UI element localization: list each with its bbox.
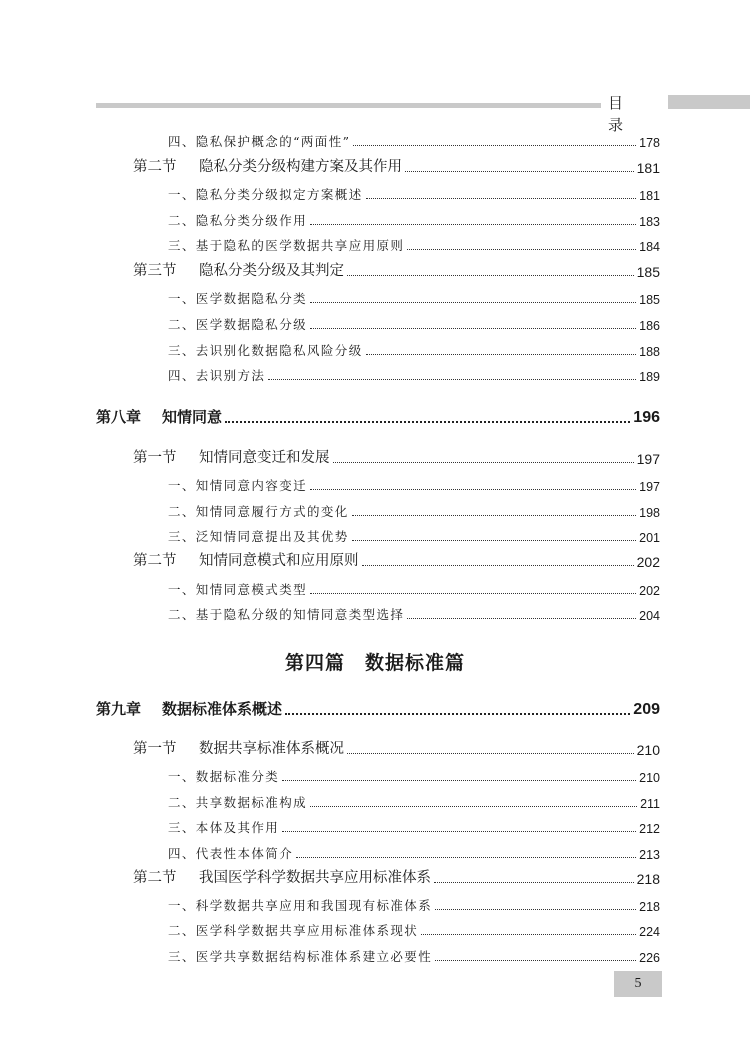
toc-entry-page: 185	[639, 293, 660, 307]
toc-entry[interactable]	[0, 812, 750, 836]
dot-leader	[310, 488, 636, 490]
header-rule	[96, 103, 601, 108]
toc-entry-page: 185	[636, 264, 660, 280]
toc-entry-title: 二、基于隐私分级的知情同意类型选择	[168, 607, 405, 622]
toc-entry-page: 202	[636, 554, 660, 570]
toc-entry[interactable]	[0, 787, 750, 811]
section-title: 我国医学科学数据共享应用标准体系	[199, 870, 431, 886]
toc-section[interactable]	[0, 734, 750, 758]
toc-section[interactable]	[0, 152, 750, 176]
dot-leader	[435, 959, 636, 961]
toc-entry-page: 196	[633, 409, 660, 426]
toc-section[interactable]	[0, 256, 750, 280]
toc-entry-title: 一、数据标准分类	[168, 769, 280, 784]
dot-leader	[407, 617, 636, 619]
section-title: 隐私分类分级构建方案及其作用	[199, 159, 402, 175]
toc-entry[interactable]	[0, 941, 750, 965]
toc-entry-title: 一、医学数据隐私分类	[168, 291, 308, 306]
toc-entry-title: 二、共享数据标准构成	[168, 795, 308, 810]
dot-leader	[310, 592, 636, 594]
dot-leader	[421, 933, 636, 935]
toc-entry[interactable]	[0, 521, 750, 545]
toc-entry-page: 202	[639, 584, 660, 598]
toc-entry-page: 189	[639, 370, 660, 384]
section-title: 知情同意模式和应用原则	[199, 553, 359, 569]
toc-entry-title: 二、隐私分类分级作用	[168, 213, 308, 228]
section-number: 第一节	[133, 450, 177, 466]
toc-entry[interactable]	[0, 205, 750, 229]
toc-entry[interactable]	[0, 890, 750, 914]
toc-entry-title: 四、隐私保护概念的“两面性”	[168, 134, 351, 149]
toc-entry-title: 三、基于隐私的医学数据共享应用原则	[168, 238, 405, 253]
toc-entry-page: 181	[636, 160, 660, 176]
toc-entry-page: 210	[636, 742, 660, 758]
toc-entry-page: 197	[639, 480, 660, 494]
toc-entry-page: 186	[639, 319, 660, 333]
toc-section[interactable]	[0, 443, 750, 467]
toc-entry-page: 188	[639, 345, 660, 359]
dot-leader	[347, 274, 634, 276]
part-heading	[0, 648, 750, 678]
toc-section[interactable]	[0, 546, 750, 570]
toc-entry[interactable]	[0, 283, 750, 307]
toc-entry[interactable]	[0, 496, 750, 520]
toc-entry-page: 218	[636, 871, 660, 887]
toc-entry[interactable]	[0, 470, 750, 494]
toc-entry-page: 201	[639, 531, 660, 545]
toc-entry-title: 三、泛知情同意提出及其优势	[168, 529, 349, 544]
dot-leader	[333, 461, 634, 463]
page-number: 5	[614, 971, 662, 997]
toc-entry-title: 二、医学科学数据共享应用标准体系现状	[168, 923, 419, 938]
part-title: 数据标准篇	[365, 652, 466, 674]
toc-section[interactable]	[0, 863, 750, 887]
dot-leader	[352, 514, 636, 516]
toc-chapter-9[interactable]	[0, 695, 750, 719]
dot-leader	[310, 805, 637, 807]
toc-entry-title: 四、代表性本体简介	[168, 846, 294, 861]
chapter-number: 第九章	[96, 700, 142, 718]
section-number: 第二节	[133, 159, 177, 175]
toc-entry-title: 一、科学数据共享应用和我国现有标准体系	[168, 898, 433, 913]
toc-entry[interactable]	[0, 179, 750, 203]
toc-entry-page: 178	[639, 136, 660, 150]
section-number: 第一节	[133, 741, 177, 757]
toc-entry-page: 209	[633, 701, 660, 718]
toc-entry-page: 183	[639, 215, 660, 229]
section-number: 第二节	[133, 870, 177, 886]
dot-leader	[353, 144, 636, 146]
header-tab	[668, 95, 750, 109]
toc-entry-page: 210	[639, 771, 660, 785]
toc-entry-page: 198	[639, 506, 660, 520]
toc-entry[interactable]	[0, 599, 750, 623]
dot-leader	[434, 881, 634, 883]
toc-entry-title: 一、隐私分类分级拟定方案概述	[168, 187, 363, 202]
toc-entry-page: 197	[636, 451, 660, 467]
toc-entry[interactable]	[0, 230, 750, 254]
toc-entry[interactable]	[0, 838, 750, 862]
dot-leader	[285, 712, 630, 715]
toc-entry-page: 181	[639, 189, 660, 203]
toc-entry-page: 213	[639, 848, 660, 862]
chapter-title: 知情同意	[162, 408, 223, 426]
dot-leader	[282, 779, 636, 781]
toc-entry[interactable]	[0, 126, 750, 150]
chapter-number: 第八章	[96, 408, 142, 426]
section-number: 第二节	[133, 553, 177, 569]
dot-leader	[435, 908, 636, 910]
page-header-title: 目 录	[608, 94, 634, 134]
toc-entry-page: 184	[639, 240, 660, 254]
toc-entry[interactable]	[0, 574, 750, 598]
toc-entry-title: 一、知情同意内容变迁	[168, 478, 308, 493]
chapter-title: 数据标准体系概述	[162, 700, 283, 718]
dot-leader	[310, 223, 636, 225]
toc-entry[interactable]	[0, 335, 750, 359]
toc-chapter-8[interactable]	[0, 403, 750, 427]
dot-leader	[225, 420, 630, 423]
toc-entry-title: 二、知情同意履行方式的变化	[168, 504, 349, 519]
section-number: 第三节	[133, 263, 177, 279]
dot-leader	[362, 564, 634, 566]
section-title: 数据共享标准体系概况	[199, 741, 344, 757]
dot-leader	[366, 353, 637, 355]
toc-entry-title: 二、医学数据隐私分级	[168, 317, 308, 332]
toc-entry-page: 224	[639, 925, 660, 939]
dot-leader	[366, 197, 637, 199]
dot-leader	[268, 378, 636, 380]
dot-leader	[405, 170, 634, 172]
toc-entry-title: 三、去识别化数据隐私风险分级	[168, 343, 363, 358]
toc-entry-page: 226	[639, 951, 660, 965]
toc-entry-title: 三、本体及其作用	[168, 820, 280, 835]
dot-leader	[407, 248, 636, 250]
toc-entry[interactable]	[0, 915, 750, 939]
dot-leader	[282, 830, 636, 832]
section-title: 知情同意变迁和发展	[199, 450, 330, 466]
toc-entry-title: 四、去识别方法	[168, 368, 266, 383]
dot-leader	[296, 856, 636, 858]
toc-entry[interactable]	[0, 309, 750, 333]
part-number: 第四篇	[284, 652, 345, 674]
toc-entry-page: 204	[639, 609, 660, 623]
toc-entry[interactable]	[0, 360, 750, 384]
toc-entry-title: 一、知情同意模式类型	[168, 582, 308, 597]
dot-leader	[352, 539, 636, 541]
toc-entry[interactable]	[0, 761, 750, 785]
toc-entry-page: 218	[639, 900, 660, 914]
toc-entry-page: 211	[640, 797, 660, 811]
section-title: 隐私分类分级及其判定	[199, 263, 344, 279]
toc-entry-page: 212	[639, 822, 660, 836]
dot-leader	[310, 301, 636, 303]
dot-leader	[347, 752, 634, 754]
dot-leader	[310, 327, 636, 329]
toc-entry-title: 三、医学共享数据结构标准体系建立必要性	[168, 949, 433, 964]
